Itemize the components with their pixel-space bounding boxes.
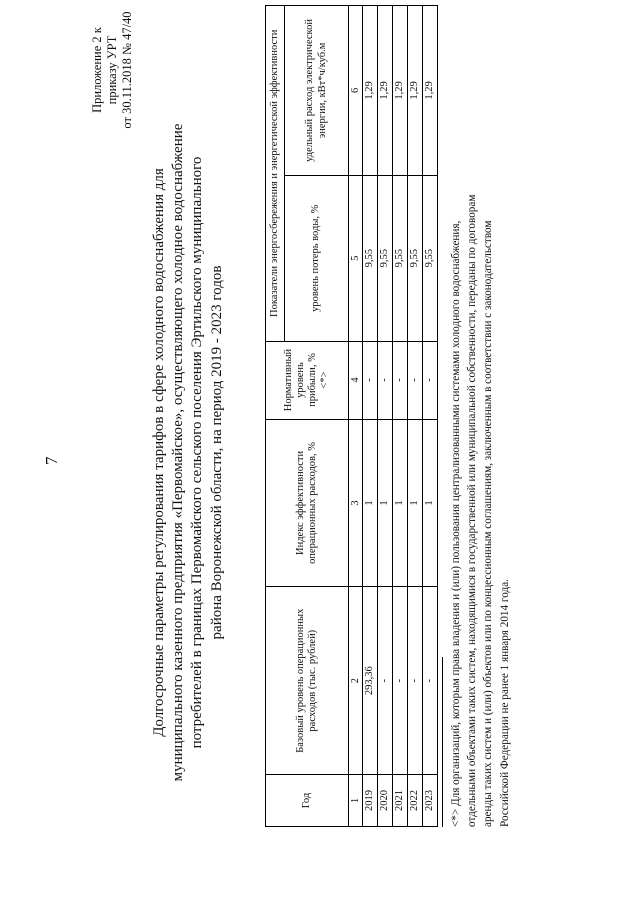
header-row [266,6,285,827]
cell-year: 2022 [408,775,423,827]
table-row [378,6,393,827]
table-row [408,6,423,827]
cell-energy-consumption: 1,29 [363,6,378,176]
cell-base-opex: - [378,587,393,775]
cell-water-losses: 9,55 [423,175,438,341]
header-water-losses: уровень потерь воды, % [285,175,349,341]
footnote-line: <*> Для организаций, которым права владения и (или) пользования централизованными системами холодного водоснабжения, [450,220,462,827]
cell-efficiency-index: 1 [423,419,438,587]
footnote-line: отдельными объектами таких систем, находящимися в государственной или муниципальной собственности, переданы по договорам [466,194,479,827]
table-row [363,6,378,827]
title-line: муниципального казенного предприятия «Первомайское», осуществляющего холодное водоснабжение [170,123,187,782]
column-number: 2 [349,587,363,775]
cell-efficiency-index: 1 [408,419,423,587]
appendix-reference [90,5,135,135]
cell-efficiency-index: 1 [393,419,408,587]
cell-energy-consumption: 1,29 [378,6,393,176]
header-energy-consumption: удельный расход электрической энергии, кВт*ч/куб.м [285,6,349,176]
cell-base-opex: - [423,587,438,775]
title-line: района Воронежской области, на период 2019 - 2023 годов [208,265,225,640]
cell-normative-profit: - [408,341,423,419]
cell-water-losses: 9,55 [378,175,393,341]
cell-normative-profit: - [423,341,438,419]
title-line: потребителей в границах Первомайского сельского поселения Эртильского муниципального [189,156,206,749]
cell-water-losses: 9,55 [408,175,423,341]
parameters-table [265,5,438,827]
table-row [423,6,438,827]
header-normative-profit: Нормативный уровень прибыли, % <*> [266,341,349,419]
column-number: 3 [349,419,363,587]
header-base-opex: Базовый уровень операционных расходов (тыс. рублей) [266,587,349,775]
cell-year: 2023 [423,775,438,827]
cell-year: 2021 [393,775,408,827]
cell-base-opex: - [393,587,408,775]
cell-base-opex: 293,36 [363,587,378,775]
footnote-line: аренды таких систем и (или) объектов или по концессионным соглашениям, заключенным в соответствии с законодательством [482,220,495,827]
appendix-line-2: от 30.11.2018 № 47/40 [120,11,134,129]
cell-water-losses: 9,55 [363,175,378,341]
cell-normative-profit: - [378,341,393,419]
cell-efficiency-index: 1 [378,419,393,587]
header-energy-group: Показатели энергосбережения и энергетической эффективности [266,6,285,342]
appendix-line-1: Приложение 2 к приказу УРТ [90,27,119,113]
cell-water-losses: 9,55 [393,175,408,341]
cell-normative-profit: - [393,341,408,419]
column-number: 4 [349,341,363,419]
cell-normative-profit: - [363,341,378,419]
footnote [448,5,513,827]
column-number-row [349,6,363,827]
cell-efficiency-index: 1 [363,419,378,587]
cell-year: 2019 [363,775,378,827]
title-line: Долгосрочные параметры регулирования тарифов в сфере холодного водоснабжения для [151,168,167,737]
column-number: 5 [349,175,363,341]
table-row [393,6,408,827]
document-title [150,0,227,905]
cell-energy-consumption: 1,29 [423,6,438,176]
footnote-line: Российской Федерации не ранее 1 января 2014 года. [498,579,511,827]
cell-year: 2020 [378,775,393,827]
footnote-divider [442,657,443,827]
column-number: 1 [349,775,363,827]
page-number: 7 [42,456,61,465]
header-year: Год [266,775,349,827]
cell-energy-consumption: 1,29 [393,6,408,176]
column-number: 6 [349,6,363,176]
cell-energy-consumption: 1,29 [408,6,423,176]
cell-base-opex: - [408,587,423,775]
header-efficiency-index: Индекс эффективности операционных расходов, % [266,419,349,587]
